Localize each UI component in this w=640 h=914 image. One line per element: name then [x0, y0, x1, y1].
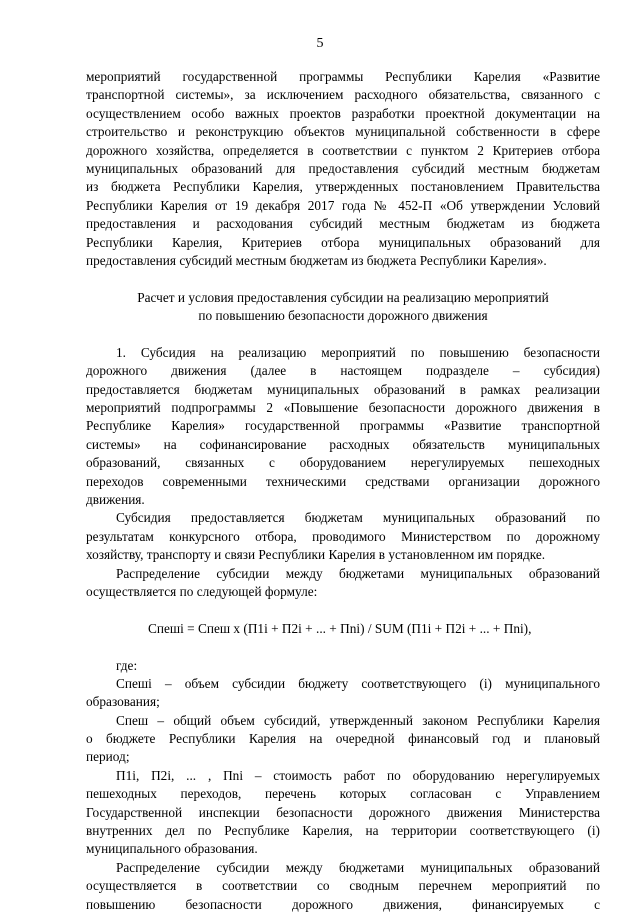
text-line: мероприятий подпрограммы 2 «Повышение безопасности дорожного движения в: [86, 400, 600, 416]
text-line: предоставляется бюджетам муниципальных образований в рамках реализации: [86, 381, 600, 397]
text-line: системы» на софинансирование расходных обязательств муниципальных: [86, 436, 600, 452]
text-line: муниципальных образований для предоставления субсидий местным бюджетам: [86, 160, 600, 176]
text-line: хозяйству, транспорту и связи Республики Карелия в установленном им порядке.: [86, 547, 546, 563]
text-line: 1. Субсидия на реализацию мероприятий по повышению безопасности: [116, 344, 600, 360]
text-line: Спеш – общий объем субсидий, утвержденный законом Республики Карелия: [116, 712, 600, 728]
paragraph-2: [86, 509, 600, 564]
text-line: Распределение субсидии между бюджетами муниципальных образований: [116, 565, 600, 581]
text-line: дорожного движения (далее в настоящем подразделе – субсидия): [86, 363, 600, 379]
text-line: повышению безопасности дорожного движения, финансируемых с: [86, 896, 600, 912]
heading-line: Расчет и условия предоставления субсидии на реализацию мероприятий: [137, 289, 549, 305]
section-heading: [86, 289, 600, 326]
text-line: результатам конкурсного отбора, проводимого Министерством по дорожному: [86, 528, 600, 544]
paragraph-1: [86, 344, 600, 510]
page-number: 5: [316, 36, 324, 51]
formula: Спеші = Спеш x (П1i + П2i + ... + Пni) / SUM (П1i + П2i + ... + Пni),: [148, 620, 532, 636]
text-line: П1i, П2i, ... , Пni – стоимость работ по оборудованию нерегулируемых: [116, 767, 600, 783]
text-line: образований, связанных с оборудованием нерегулируемых пешеходных: [86, 455, 600, 471]
text-line: Спеші – объем субсидии бюджету соответствующего (i) муниципального: [116, 675, 600, 691]
text-line: осуществлением особо важных проектов разработки проектной документации на: [86, 105, 600, 121]
text-line: дорожного хозяйства, определяется в соответствии с пунктом 2 Критериев отбора: [86, 142, 600, 158]
definition-1: [86, 675, 600, 712]
text-line: предоставления и расходования субсидий местным бюджетам из бюджета: [86, 216, 600, 232]
text-line: Республики Карелия, Критериев отбора муниципальных образований для: [86, 234, 600, 250]
text-line: движения.: [86, 491, 145, 507]
text-line: мероприятий государственной программы Республики Карелия «Развитие: [86, 69, 600, 84]
text-line: Государственной инспекции безопасности дорожного движения Министерства: [86, 804, 600, 820]
text-line: муниципального образования.: [86, 841, 258, 857]
text-line: осуществляется по следующей формуле:: [86, 583, 318, 599]
text-line: предоставления субсидий местным бюджетам из бюджета Республики Карелия».: [86, 252, 547, 268]
text-line: период;: [86, 749, 130, 765]
paragraph-intro: [86, 68, 600, 270]
text-line: строительство и реконструкцию объектов муниципальной собственности в сфере: [86, 124, 600, 140]
text-line: пешеходных переходов, перечень которых согласован с Управлением: [86, 786, 600, 802]
text-line: образования;: [86, 694, 160, 710]
text-line: переходов современными техническими средствами организации дорожного: [86, 473, 600, 489]
text-line: Субсидия предоставляется бюджетам муниципальных образований по: [116, 510, 600, 526]
document-body: [86, 68, 600, 914]
text-line: Республики Карелия от 19 декабря 2017 года № 452-П «Об утверждении Условий: [86, 197, 600, 213]
text-line: внутренних дел по Республике Карелия, на территории соответствующего (i): [86, 823, 600, 839]
paragraph-4: [86, 859, 600, 914]
definition-3: [86, 767, 600, 859]
text-line: осуществляется в соответствии со сводным перечнем мероприятий по: [86, 878, 600, 894]
text-line: транспортной системы», за исключением расходного обязательства, связанного с: [86, 87, 600, 103]
text-line: Распределение субсидии между бюджетами муниципальных образований: [116, 859, 600, 875]
text-line: из бюджета Республики Карелия, утвержденных постановлением Правительства: [86, 179, 600, 195]
paragraph-3: [86, 565, 600, 602]
where-label: где:: [116, 657, 138, 673]
text-line: о бюджете Республики Карелия на очередной финансовый год и плановый: [86, 731, 600, 747]
heading-line: по повышению безопасности дорожного движения: [198, 308, 488, 324]
definition-2: [86, 712, 600, 767]
text-line: Республике Карелия» государственной программы «Развитие транспортной: [86, 418, 600, 434]
